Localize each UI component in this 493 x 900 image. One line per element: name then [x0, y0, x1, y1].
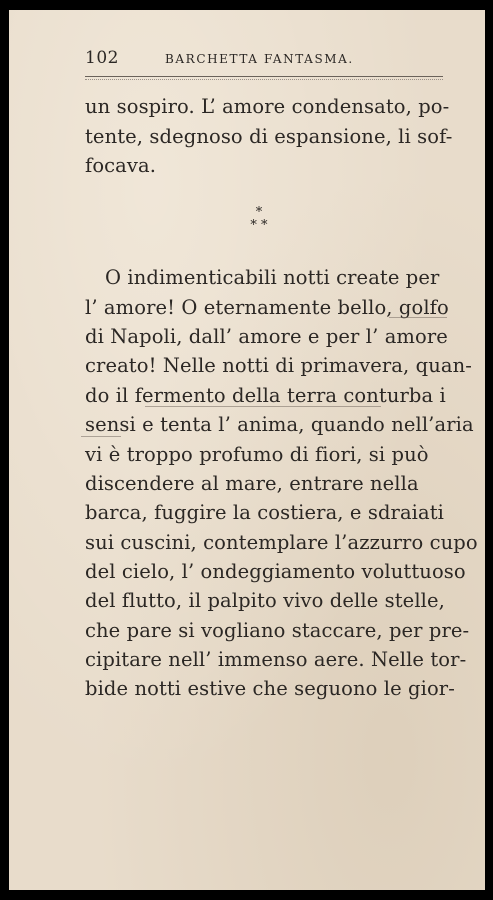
running-title: BARCHETTA FANTASMA. [165, 52, 354, 66]
text-line: tente, sdegnoso di espansione, li sof- [85, 125, 453, 148]
paragraph-first-line: O indimenticabili notti create per [105, 266, 440, 289]
pencil-underline [145, 406, 381, 407]
text-line: bide notti estive che seguono le gior- [85, 677, 455, 700]
text-line: vi è troppo profumo di fiori, si può [85, 443, 429, 466]
text-line: l’ amore! O eternamente bello, golfo [85, 296, 449, 319]
text-line: del flutto, il palpito vivo delle stelle, [85, 589, 445, 612]
text-line: del cielo, l’ ondeggiamento voluttuoso [85, 560, 466, 583]
text-line: barca, fuggire la costiera, e sdraiati [85, 501, 445, 524]
text-line: discendere al mare, entrare nella [85, 472, 419, 495]
header-rule-dotted [85, 79, 443, 80]
asterism-top: * [255, 205, 263, 220]
running-head [85, 48, 445, 70]
text-line: do il fermento della terra conturba i [85, 384, 446, 407]
text-line: focava. [85, 154, 157, 177]
text-line: che pare si vogliano staccare, per pre- [85, 619, 470, 642]
pencil-underline [389, 317, 447, 318]
header-rule [85, 76, 443, 77]
text-line: di Napoli, dall’ amore e per l’ amore [85, 325, 448, 348]
text-line: creato! Nelle notti di primavera, quan- [85, 354, 472, 377]
page-number: 102 [85, 48, 119, 68]
asterism-bottom: * * [250, 218, 268, 233]
text-line: sensi e tenta l’ anima, quando nell’aria [85, 413, 474, 436]
text-line: sui cuscini, contemplare l’azzurro cupo [85, 531, 478, 554]
book-page [9, 10, 485, 890]
section-break-asterism [239, 206, 279, 232]
text-line: cipitare nell’ immenso aere. Nelle tor- [85, 648, 467, 671]
text-line: un sospiro. L’ amore condensato, po- [85, 95, 450, 118]
pencil-underline [81, 436, 121, 437]
